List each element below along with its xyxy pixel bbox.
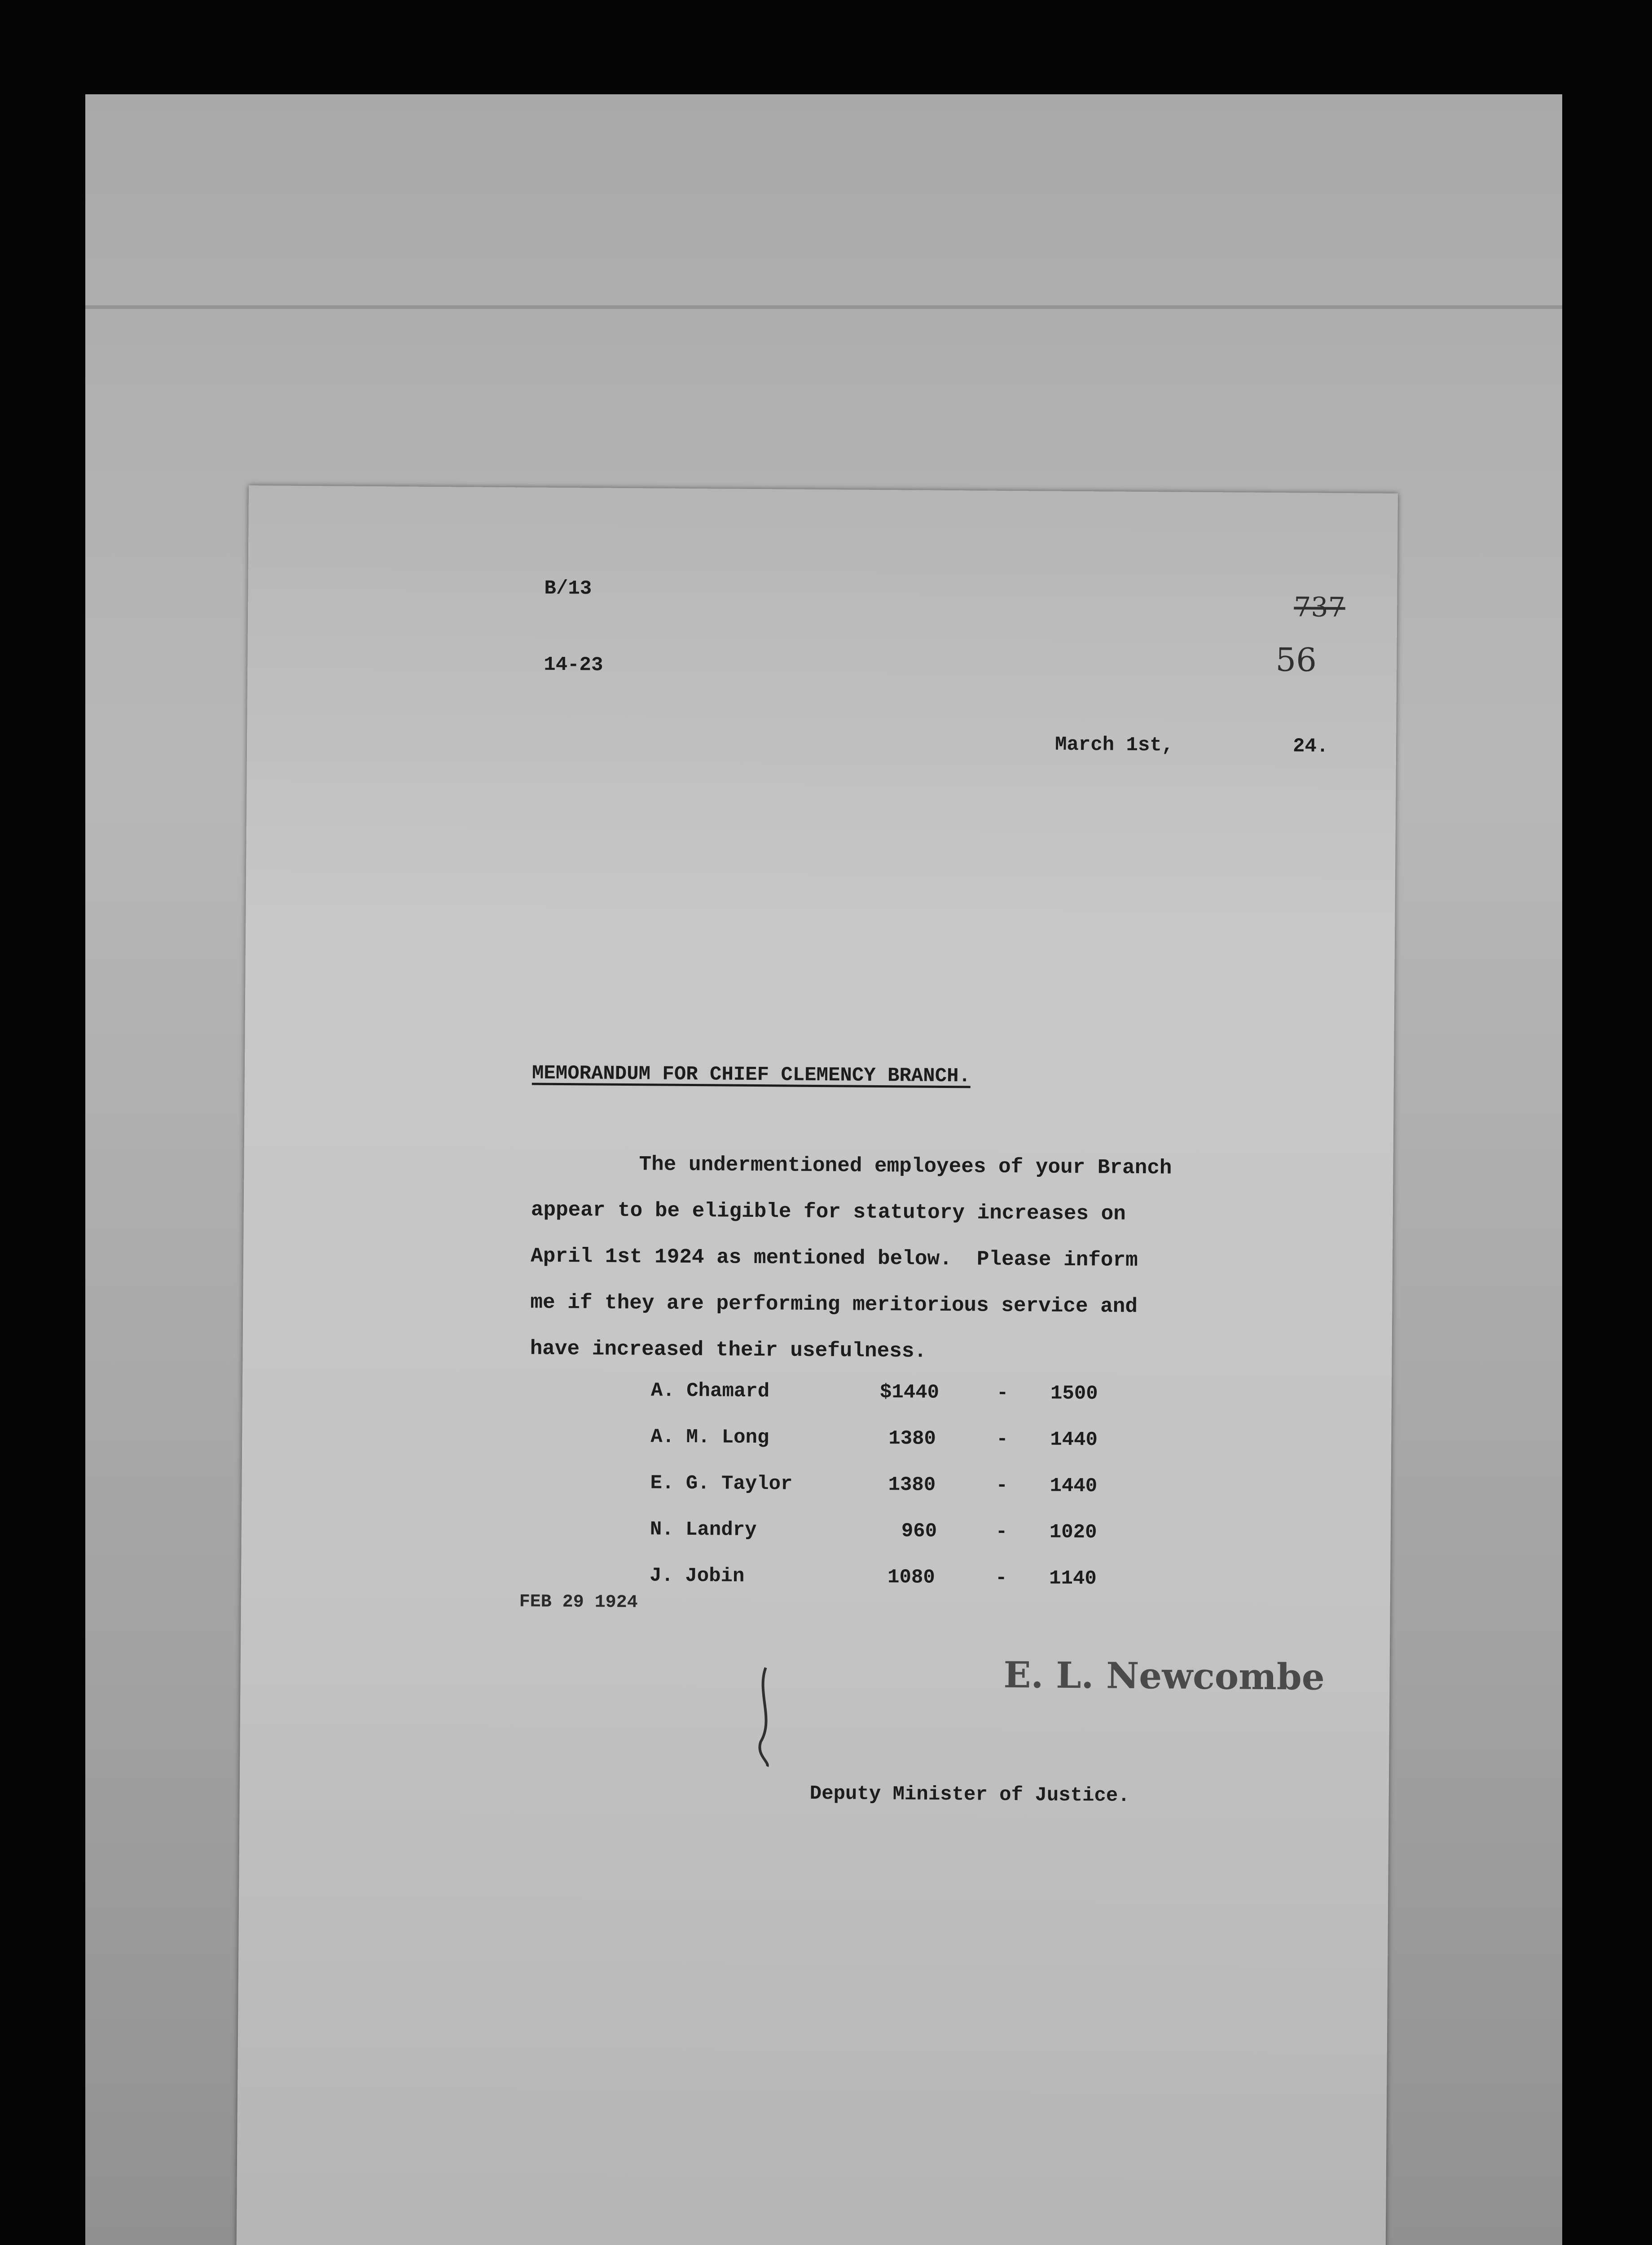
memorandum-page: [236, 485, 1398, 2245]
body-line: have increased their usefulness.: [530, 1337, 927, 1363]
current-salary: 1080: [887, 1566, 935, 1589]
new-salary: 1440: [1050, 1475, 1098, 1498]
memo-date: March 1st,: [1054, 733, 1174, 757]
employee-name: N. Landry: [650, 1518, 757, 1542]
current-salary: $1440: [879, 1381, 940, 1404]
salary-dash: -: [995, 1567, 1007, 1589]
body-line: appear to be eligible for statutory increases on: [531, 1198, 1126, 1226]
salary-dash: -: [995, 1520, 1008, 1543]
signatory-title: Deputy Minister of Justice.: [809, 1782, 1130, 1807]
salary-dash: -: [996, 1474, 1008, 1497]
file-number: 14-23: [544, 653, 603, 677]
current-salary: 1380: [888, 1474, 936, 1497]
body-line: me if they are performing meritorious service and: [530, 1290, 1138, 1318]
sheet-fold: [85, 305, 1562, 309]
employee-name: J. Jobin: [649, 1564, 745, 1588]
salary-dash: -: [996, 1382, 1009, 1404]
new-salary: 1020: [1049, 1521, 1097, 1544]
current-salary: 960: [901, 1520, 937, 1543]
file-reference: B/13: [544, 577, 592, 600]
body-line: April 1st 1924 as mentioned below. Please inform: [530, 1244, 1138, 1272]
body-line: The undermentioned employees of your Branch: [639, 1153, 1172, 1180]
new-salary: 1140: [1049, 1567, 1097, 1590]
employee-name: E. G. Taylor: [650, 1472, 793, 1496]
handwritten-initial-mark: [751, 1665, 779, 1769]
page-number: 56: [1275, 641, 1317, 679]
current-salary: 1380: [888, 1427, 936, 1450]
crossed-page-number: 737: [1293, 591, 1345, 624]
employee-name: A. Chamard: [650, 1379, 770, 1403]
received-stamp: FEB 29 1924: [519, 1592, 638, 1613]
signature-stamp: E. L. Newcombe: [1003, 1653, 1325, 1698]
new-salary: 1440: [1050, 1428, 1098, 1452]
memo-title: MEMORANDUM FOR CHIEF CLEMENCY BRANCH.: [532, 1062, 971, 1088]
new-salary: 1500: [1050, 1382, 1098, 1405]
memo-year: 24.: [1292, 735, 1329, 758]
salary-dash: -: [996, 1428, 1008, 1451]
employee-name: A. M. Long: [650, 1426, 769, 1449]
